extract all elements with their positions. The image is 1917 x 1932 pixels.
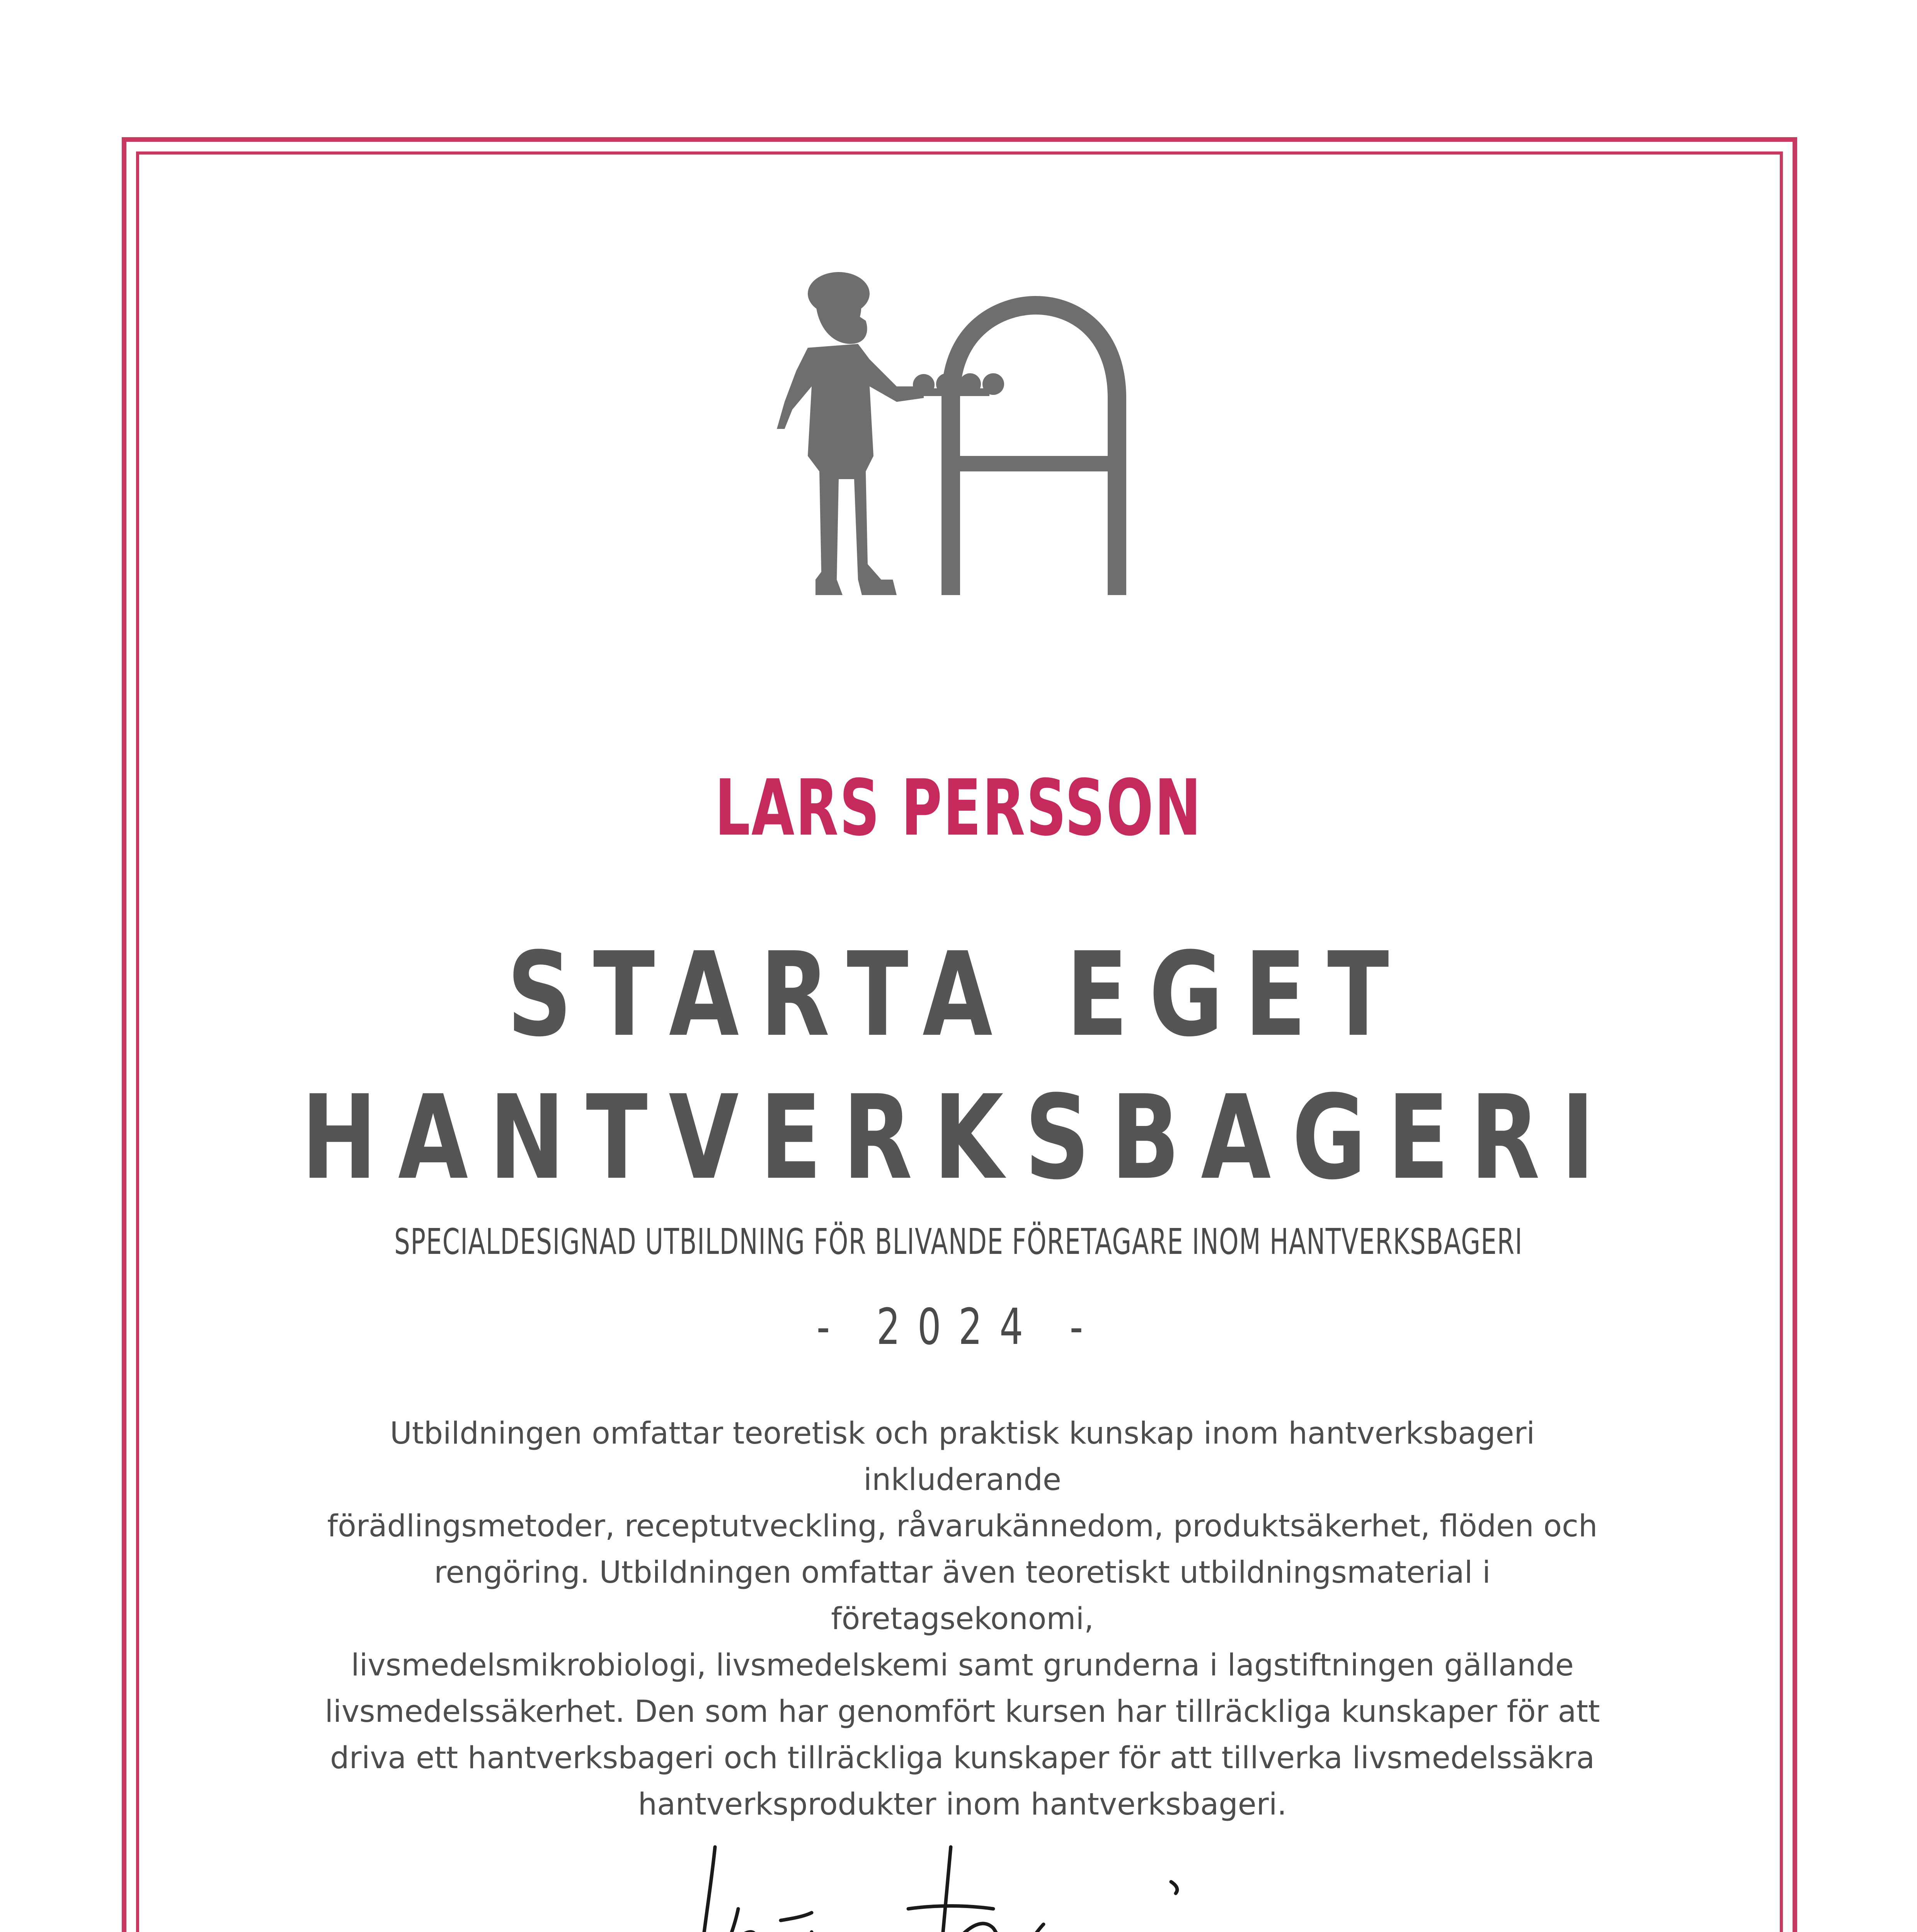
course-subtitle: SPECIALDESIGNAD UTBILDNING FÖR BLIVANDE FÖRETAGARE INOM HANTVERKSBAGERI [394, 1221, 1523, 1262]
course-title-line2: HANTVERKSBAGERI [301, 1070, 1616, 1205]
handwritten-signature [688, 1832, 1241, 1932]
course-title-line1: STARTA EGET [507, 927, 1410, 1062]
description-line: hantverksprodukter inom hantverksbageri. [638, 1787, 1287, 1822]
description-line: livsmedelsmikrobiologi, livsmedelskemi samt grunderna i lagstiftningen gällande [351, 1648, 1574, 1683]
description-line: rengöring. Utbildningen omfattar även teoretiskt utbildningsmaterial i företagsekonomi, [434, 1555, 1491, 1636]
recipient-name: LARS PERSSON [715, 763, 1202, 853]
baker-with-oven-icon [769, 270, 1163, 649]
description-line: livsmedelssäkerhet. Den som har genomfört kursen har tillräckliga kunskaper för att [325, 1694, 1600, 1729]
description-line: förädlingsmetoder, receptutveckling, råvarukännedom, produktsäkerhet, flöden och [327, 1509, 1598, 1544]
description-line: Utbildningen omfattar teoretisk och praktisk kunskap inom hantverksbageri inkluderande [390, 1416, 1535, 1497]
course-year: - 2024 - [816, 1298, 1101, 1356]
description-line: driva ett hantverksbageri och tillräckliga kunskaper för att tillverka livsmedelssäkra [330, 1741, 1595, 1776]
course-description [325, 1410, 1600, 1828]
